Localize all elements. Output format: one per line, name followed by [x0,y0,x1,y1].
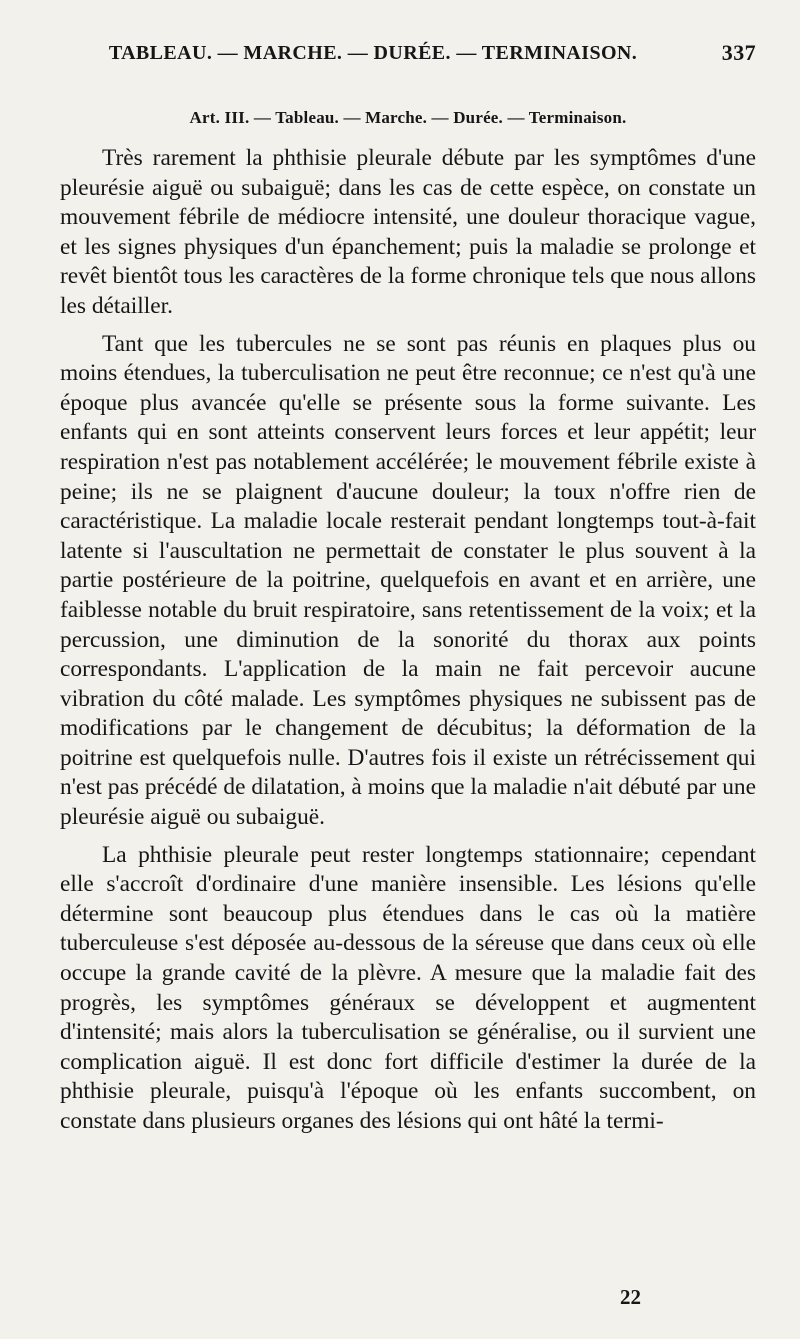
running-head [60,38,756,68]
body-text [60,144,756,1137]
signature-mark: 22 [620,1285,641,1309]
paragraph: Très rarement la phthisie pleurale débute par les symptômes d'une pleurésie aiguë ou subaiguë; dans les cas de cette espèce, on constate un mouvement fébrile de médiocre intensité, une douleur thoracique vague, et les signes physiques d'un épanchement; puis la maladie se prolonge et revêt bientôt tous les caractères de la forme chronique tels que nous allons les détailler. [60,145,756,319]
page-number: 337 [721,40,756,65]
running-title: TABLEAU. — MARCHE. — DURÉE. — TERMINAISON. [108,42,638,64]
paragraph: Tant que les tubercules ne se sont pas réunis en plaques plus ou moins étendues, la tuberculisation ne peut être reconnue; ce n'est qu'à une époque plus avancée qu'elle se présente sous la forme suivante. Les enfants qui en sont atteints conservent leurs forces et leur appétit; leur respiration n'est pas notablement accélérée; le mouvement fébrile existe à peine; ils ne se plaignent d'aucune douleur; la toux n'offre rien de caractéristique. La maladie locale resterait pendant longtemps tout-à-fait latente si l'auscultation ne permettait de constater le plus souvent à la partie postérieure de la poitrine, quelquefois en avant et en arrière, une faiblesse notable du bruit respiratoire, sans retentissement de la voix; et la percussion, une diminution de la sonorité du thorax aux points correspondants. L'application de la main ne fait percevoir aucune vibration du côté malade. Les symptômes physiques ne subissent pas de modifications par le changement de décubitus; la déformation de la poitrine est quelquefois nulle. D'autres fois il existe un rétrécissement qui n'est pas précédé de dilatation, à moins que la maladie n'ait débuté par une pleurésie aiguë ou subaiguë. [60,330,756,831]
section-heading: Art. III. — Tableau. — Marche. — Durée. — Terminaison. [189,108,627,127]
paragraph: La phthisie pleurale peut rester longtemps stationnaire; cependant elle s'accroît d'ordinaire d'une manière insensible. Les lésions qu'elle détermine sont beaucoup plus étendues dans le cas où la matière tuberculeuse s'est déposée au-dessous de la séreuse que dans ceux où elle occupe la grande cavité de la plèvre. A mesure que la maladie fait des progrès, les symptômes généraux se développent et augmentent d'intensité; mais alors la tuberculisation se généralise, ou il survient une complication aiguë. Il est donc fort difficile d'estimer la durée de la phthisie pleurale, puisqu'à l'époque où les enfants succombent, on constate dans plusieurs organes des lésions qui ont hâté la termi- [60,841,756,1134]
